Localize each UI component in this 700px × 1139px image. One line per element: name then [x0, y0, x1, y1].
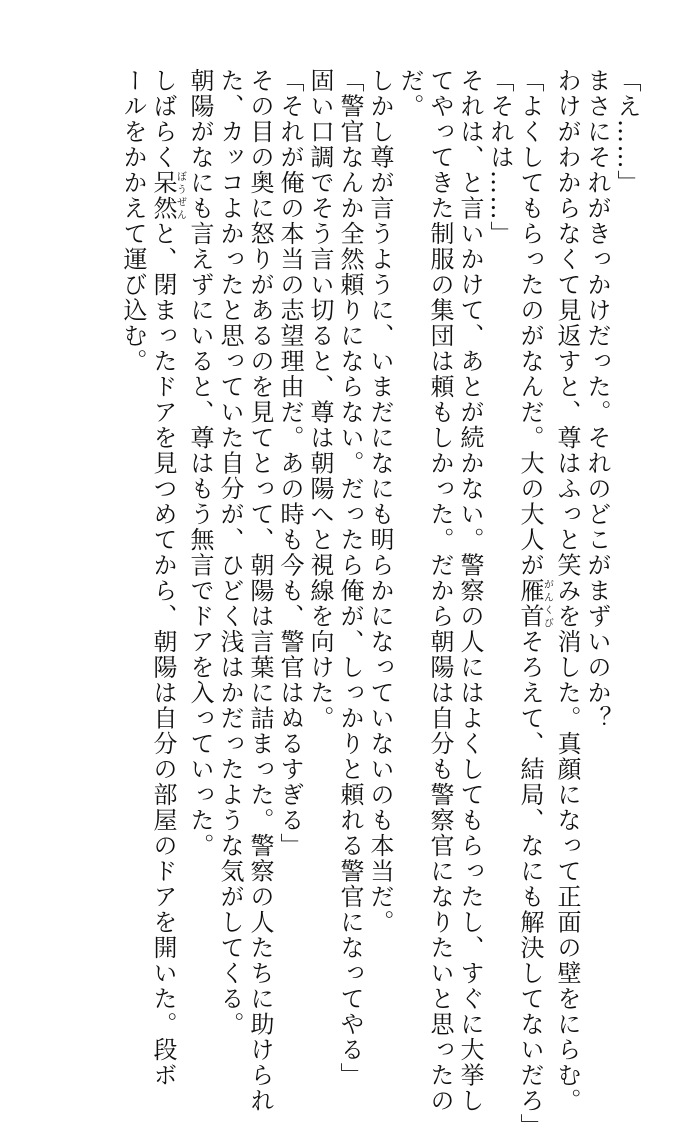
text-line-16-end: と、閉まったドアを見つめてから、朝陽は自分の部屋のドアを開いた。段ボ — [149, 221, 177, 1088]
ruby-ganshu-base: 雁首 — [516, 578, 544, 629]
ruby-ganshu-reading: がんくび — [541, 578, 553, 629]
vertical-text-body — [118, 68, 642, 1139]
text-line-12: 「それが俺の本当の志望理由だ。あの時も今も、警官はぬるすぎる」 — [276, 68, 304, 859]
text-line-4-end: そろえて、結局、なにも解決してないだろ」 — [516, 629, 544, 1139]
text-line-1: 「え……」 — [613, 68, 641, 196]
ruby-bozen — [149, 170, 186, 221]
text-line-6: それは、と言いかけて、あとが続かない。警察の人にはよくしてもらったし、すぐに大挙し — [456, 68, 484, 1114]
text-line-16 — [148, 68, 186, 1088]
text-line-4 — [515, 68, 553, 1139]
text-line-9: しかし尊が言うように、いまだになにも明らかになっていないのも本当だ。 — [366, 68, 394, 935]
text-line-10: 「警官なんか全然頼りにならない。だったら俺が、しっかりと頼れる警官になってやる」 — [336, 68, 364, 1088]
text-line-3: わけがわからなくて見返すと、尊はふっと笑みを消した。真顔になって正面の壁をにらむ。 — [553, 68, 581, 1114]
text-line-13: その目の奥に怒りがあるのを見てとって、朝陽は言葉に詰まった。警察の人たちに助けられ — [246, 68, 274, 1114]
text-line-15: 朝陽がなにも言えずにいると、尊はもう無言でドアを入っていった。 — [186, 68, 214, 859]
text-line-8: だ。 — [396, 68, 424, 119]
ruby-bozen-reading: ぼうぜん — [174, 170, 186, 221]
text-line-14: た、カッコよかったと思っていた自分が、ひどく浅はかだったような気がしてくる。 — [216, 68, 244, 1037]
ruby-ganshu — [516, 578, 553, 629]
text-line-16-start: しばらく — [149, 68, 177, 170]
text-line-2: まさにそれがきっかけだった。それのどこがまずいのか？ — [583, 68, 611, 731]
text-line-4-start: 「よくしてもらったのがなんだ。大の大人が — [516, 68, 544, 578]
ruby-bozen-base: 呆然 — [149, 170, 177, 221]
text-line-11: 固い口調でそう言い切ると、尊は朝陽へと視線を向けた。 — [306, 68, 334, 731]
text-line-5: 「それは……」 — [486, 68, 514, 247]
text-line-7: てやってきた制服の集団は頼もしかった。だから朝陽は自分も警察官になりたいと思ったの — [426, 68, 454, 1114]
text-line-17: ールをかかえて運び込む。 — [119, 68, 147, 374]
